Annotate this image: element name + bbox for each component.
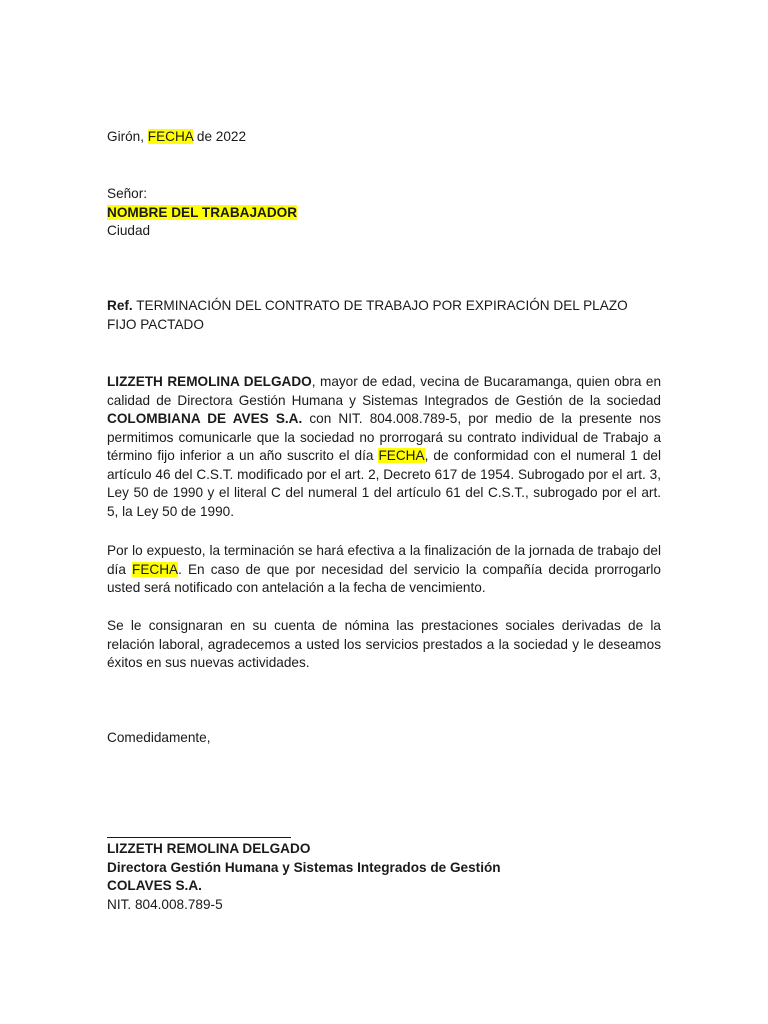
closing: Comedidamente, — [107, 730, 211, 745]
reference-line — [107, 297, 647, 334]
recipient-block — [107, 185, 661, 241]
contract-date-placeholder: FECHA — [378, 448, 425, 463]
company-name: COLOMBIANA DE AVES S.A. — [107, 411, 303, 426]
sender-name: LIZZETH REMOLINA DELGADO — [107, 374, 312, 389]
paragraph-2 — [107, 542, 661, 598]
recipient-name: NOMBRE DEL TRABAJADOR — [107, 204, 298, 220]
recipient-salutation: Señor: — [107, 186, 148, 201]
paragraph-2-text-a: Por lo expuesto, la terminación se hará efectiva a la finalización de la jornada de trabajo del día — [107, 543, 661, 577]
date-city: Girón, — [107, 129, 148, 144]
signature-line — [107, 837, 291, 838]
signature-nit: NIT. 804.008.789-5 — [107, 896, 223, 912]
reference-label: Ref. — [107, 298, 133, 313]
end-date-placeholder: FECHA — [132, 561, 179, 577]
signature-block — [107, 840, 661, 914]
signature-title: Directora Gestión Humana y Sistemas Integrados de Gestión — [107, 859, 501, 875]
date-line — [107, 128, 661, 147]
recipient-city: Ciudad — [107, 223, 151, 238]
paragraph-2-text-b: . En caso de que por necesidad del servicio la compañía decida prorrogarlo usted será notificado con antelación a la fecha de vencimiento. — [107, 561, 661, 595]
paragraph-1-text-c: , de conformidad con el numeral 1 del artículo 46 del C.S.T. modificado por el art. 2, Decreto 617 de 1954. Subrogado por el art. 3, Ley 50 de 1990 y el literal C del numeral 1 del artículo 61 del C.S.T., subrogado por el art. 5, la Ley 50 de 1990. — [107, 448, 662, 519]
reference-text: TERMINACIÓN DEL CONTRATO DE TRABAJO POR EXPIRACIÓN DEL PLAZO FIJO PACTADO — [107, 298, 628, 332]
paragraph-1 — [107, 373, 661, 521]
date-placeholder: FECHA — [147, 129, 194, 144]
signature-name: LIZZETH REMOLINA DELGADO — [107, 841, 311, 856]
paragraph-1-text-a: , mayor de edad, vecina de Bucaramanga, quien obra en calidad de Directora Gestión Humana y Sistemas Integrados de Gestión de la sociedad — [107, 374, 662, 408]
paragraph-3: Se le consignaran en su cuenta de nómina las prestaciones sociales derivadas de la relación laboral, agradecemos a usted los servicios prestados a la sociedad y le deseamos éxitos en sus nuevas actividades. — [107, 618, 661, 670]
signature-company: COLAVES S.A. — [107, 878, 202, 893]
date-year: de 2022 — [193, 129, 247, 144]
paragraph-1-text-b: con NIT. 804.008.789-5, por medio de la presente nos permitimos comunicarle que la sociedad no prorrogará su contrato individual de Trabajo a término fijo inferior a un año suscrito el día — [107, 411, 661, 463]
